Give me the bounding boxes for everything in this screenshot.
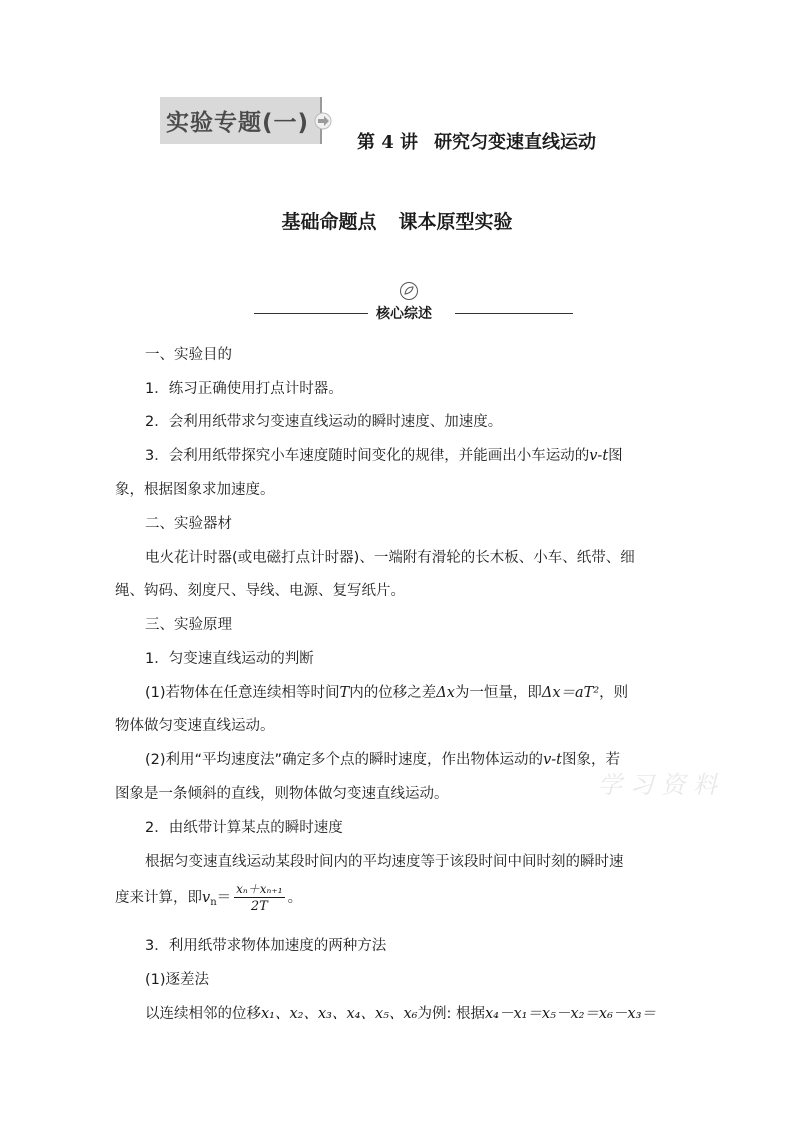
heading-equipment: 二、实验器材 <box>145 516 232 532</box>
velocity-fraction <box>234 881 284 915</box>
lecture-number: 第 4 讲 <box>357 132 419 153</box>
section-heading <box>0 207 794 234</box>
p6-text-b: 内的位移之差 <box>349 685 437 701</box>
chapter-tag: 实验专题(一) <box>166 110 310 136</box>
p6-text-c: 为一恒量，即 <box>454 685 542 701</box>
fraction-denominator: 2T <box>250 899 268 914</box>
section-left: 基础命题点 <box>281 211 377 233</box>
heading-purpose: 一、实验目的 <box>145 347 232 363</box>
heading-principle: 三、实验原理 <box>145 617 232 633</box>
t-symbol: T <box>339 685 350 701</box>
vn-symbol: $v_n$ <box>202 890 217 908</box>
purpose-3 <box>115 445 685 467</box>
divider-right <box>455 313 573 314</box>
arrow-icon <box>314 112 332 130</box>
principle-1-1 <box>115 682 685 704</box>
p12-text-b: 为例: 根据 <box>417 1006 485 1022</box>
principle-1: 1．匀变速直线运动的判断 <box>145 651 314 667</box>
principle-2-formula-line: 度来计算，即$v_n=$ $\frac{\text{xₙ＋xₙ₊₁}}{2T}$ 。 <box>115 882 303 914</box>
lecture-title: 研究匀变速直线运动 <box>434 132 597 153</box>
p12-text-a: 以连续相邻的位移 <box>145 1006 261 1022</box>
vt-symbol: v-t <box>589 448 609 464</box>
p7-text-a: (2)利用“平均速度法”确定多个点的瞬时速度，作出物体运动的 <box>145 752 544 768</box>
purpose-3-tail: 图 <box>608 448 623 464</box>
principle-2: 2．由纸带计算某点的瞬时速度 <box>145 820 343 836</box>
purpose-2: 2．会利用纸带求匀变速直线运动的瞬时速度、加速度。 <box>145 414 503 430</box>
section-right: 课本原型实验 <box>398 211 513 233</box>
leaf-icon <box>398 281 420 301</box>
watermark: 学 习 资 料 <box>598 771 717 799</box>
core-summary-title: 核心综述 <box>376 306 432 322</box>
principle-1-1-cont: 物体做匀变速直线运动。 <box>115 718 275 734</box>
dx-symbol: Δx <box>436 685 455 701</box>
x-list: x₁、x₂、x₃、x₄、x₅、x₆ <box>261 1006 418 1022</box>
vt-symbol-2: v-t <box>543 752 562 768</box>
purpose-3-cont: 象，根据图象求加速度。 <box>115 482 275 498</box>
p7-text-b: 图象，若 <box>561 752 620 768</box>
fraction-numerator: xₙ＋xₙ₊₁ <box>236 882 283 896</box>
principle-3: 3．利用纸带求物体加速度的两种方法 <box>145 938 387 954</box>
lecture-heading <box>357 128 596 154</box>
principle-1-2-cont: 图象是一条倾斜的直线，则物体做匀变速直线运动。 <box>115 786 449 802</box>
p6-text-a: (1)若物体在任意连续相等时间 <box>145 685 340 701</box>
purpose-3-text: 3．会利用纸带探究小车速度随时间变化的规律，并能画出小车运动的 <box>145 448 590 464</box>
p9-text: 度来计算，即 <box>115 890 202 906</box>
p9-end: 。 <box>287 890 303 906</box>
dx-equation: Δx＝aT² <box>541 685 600 701</box>
p6-text-d: ，则 <box>599 685 629 701</box>
method-1-text <box>115 1003 685 1025</box>
principle-2-text: 根据匀变速直线运动某段时间内的平均速度等于该段时间中间时刻的瞬时速 <box>145 854 624 870</box>
equipment-1: 电火花计时器(或电磁打点计时器)、一端附有滑轮的长木板、小车、纸带、细 <box>145 550 635 566</box>
equipment-2: 绳、钩码、刻度尺、导线、电源、复写纸片。 <box>115 583 405 599</box>
divider-left <box>254 313 368 314</box>
purpose-1: 1．练习正确使用打点计时器。 <box>145 381 343 397</box>
method-1: (1)逐差法 <box>145 972 210 988</box>
diff-equation: x₄－x₁＝x₅－x₂＝x₆－x₃＝ <box>484 1006 656 1022</box>
